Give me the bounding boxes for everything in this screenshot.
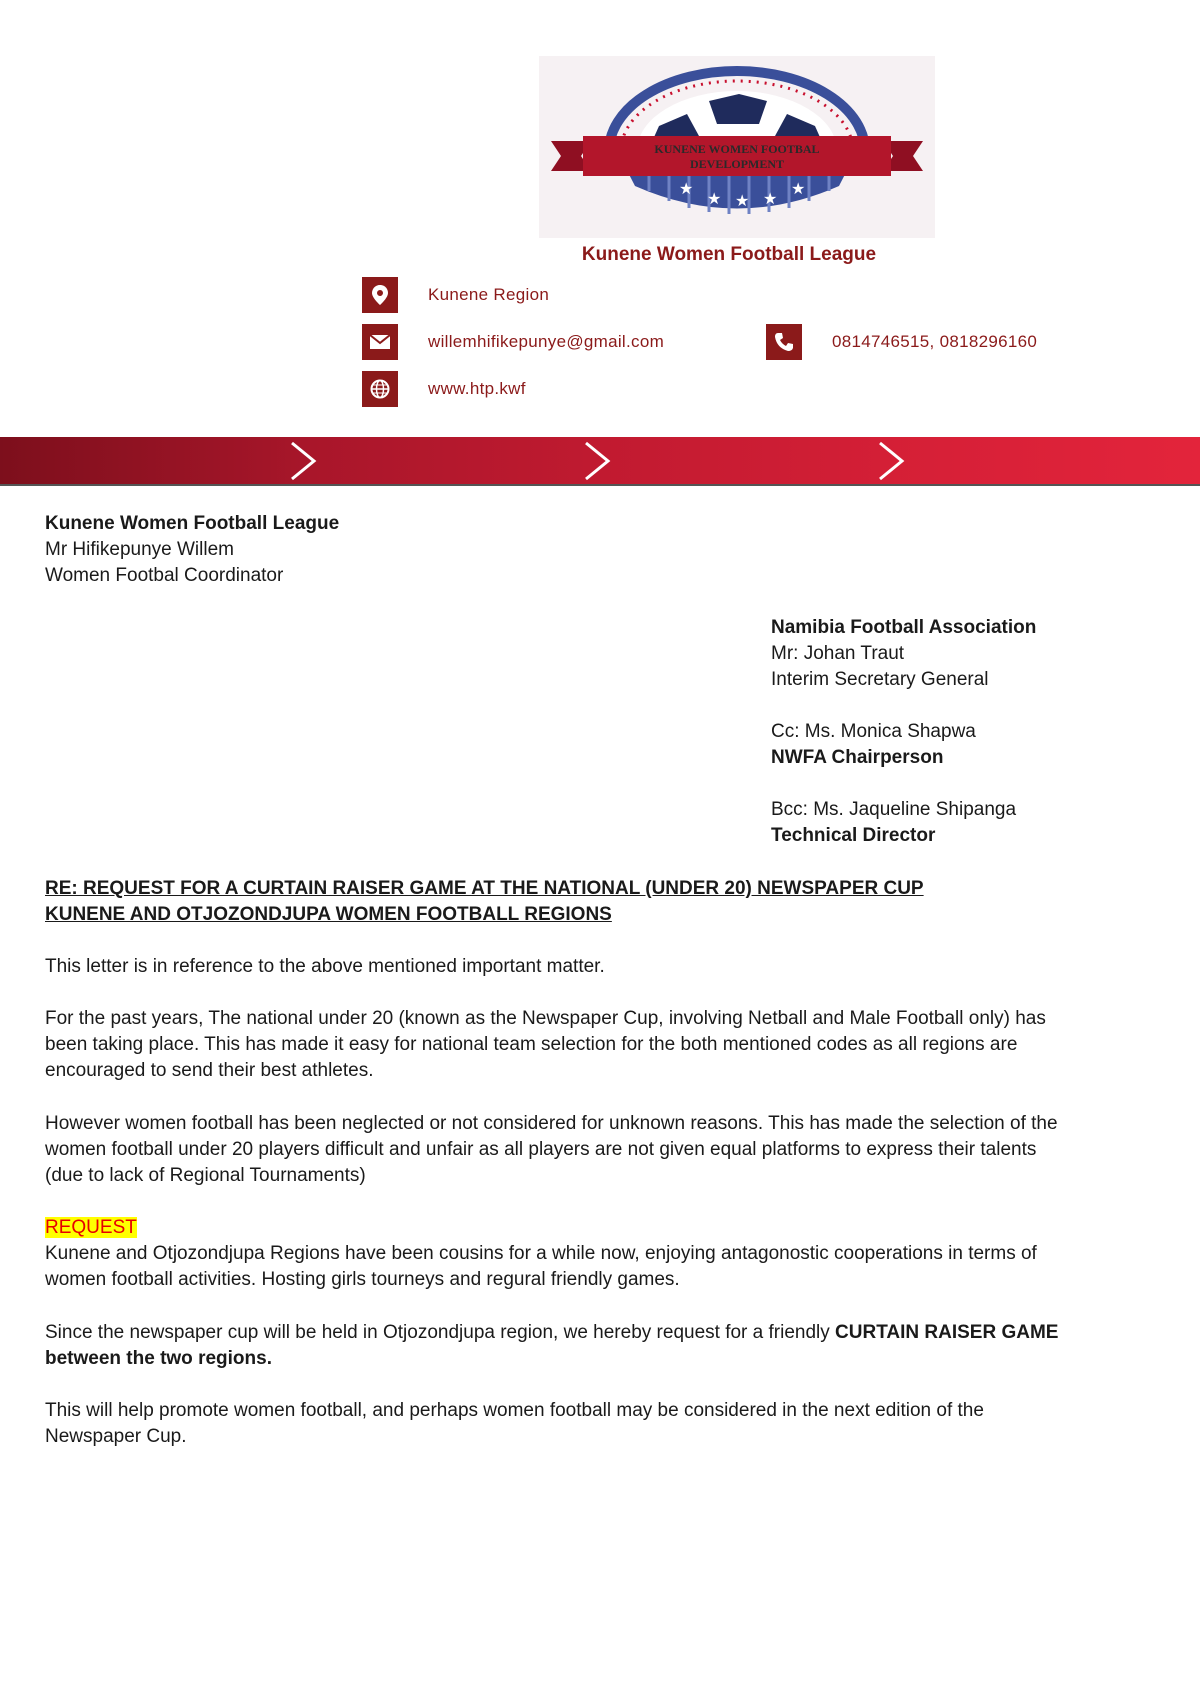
envelope-icon [362,324,398,360]
svg-text:★: ★ [763,189,778,208]
banner-divider [0,484,1200,486]
website-contact [362,371,526,407]
body-paragraph-4: Kunene and Otjozondjupa Regions have been cousins for a while now, enjoying antagonostic cooperations in terms of women football activities. Hosting girls tourneys and regural friendly games. [45,1243,1037,1290]
bcc-name: Bcc: Ms. Jaqueline Shipanga [771,799,1017,820]
bcc-title: Technical Director [771,825,936,846]
body-paragraph-2: For the past years, The national under 20 (known as the Newspaper Cup, involving Netball and Male Football only) has been taking place. This has made it easy for national team selection for the both mentioned codes as all regions are encouraged to send their best athletes. [45,1008,1046,1081]
svg-text:★: ★ [679,179,694,198]
subject-line-2: KUNENE AND OTJOZONDJUPA WOMEN FOOTBALL REGIONS [45,904,612,925]
logo-line1: KUNENE WOMEN FOOTBAL [654,142,820,156]
globe-icon [362,371,398,407]
body-paragraph-5 [45,1320,1065,1372]
subject-line-1: RE: REQUEST FOR A CURTAIN RAISER GAME AT THE NATIONAL (UNDER 20) NEWSPAPER CUP [45,878,924,899]
location-text: Kunene Region [428,285,550,304]
body-paragraph-6: This will help promote women football, and perhaps women football may be considered in the next edition of the Newspaper Cup. [45,1400,984,1447]
header-banner [0,437,1200,485]
phone-icon [766,324,802,360]
recipient-block [771,615,1151,849]
recipient-name: Mr: Johan Traut [771,643,905,664]
location-pin-icon [362,277,398,313]
svg-text:★: ★ [791,179,806,198]
body-paragraph-1: This letter is in reference to the above mentioned important matter. [45,956,605,977]
league-logo [539,56,935,238]
sender-name: Mr Hifikepunye Willem [45,539,234,560]
sender-title: Women Footbal Coordinator [45,565,284,586]
curtain-raiser-emphasis: CURTAIN RAISER GAME between the two regions. [45,1322,1059,1369]
cc-title: NWFA Chairperson [771,747,944,768]
recipient-title: Interim Secretary General [771,669,989,690]
recipient-org: Namibia Football Association [771,617,1037,638]
svg-text:★: ★ [735,191,750,210]
svg-text:★: ★ [707,189,722,208]
sender-block [45,511,1065,589]
request-section [45,1215,1065,1293]
cc-name: Cc: Ms. Monica Shapwa [771,721,976,742]
request-label: REQUEST [45,1217,137,1238]
email-link[interactable]: willemhifikepunye@gmail.com [428,332,665,351]
body-paragraph-3: However women football has been neglected or not considered for unknown reasons. This has made the selection of the women football under 20 players difficult and unfair as all players are not given equal platforms to express their talents (due to lack of Regional Tournaments) [45,1113,1058,1186]
paragraph-5-text: Since the newspaper cup will be held in Otjozondjupa region, we hereby request for a friendly [45,1322,836,1343]
email-contact [362,324,664,360]
website-link[interactable]: www.htp.kwf [428,379,526,398]
sender-org: Kunene Women Football League [45,513,340,534]
logo-line2: DEVELOPMENT [689,157,785,171]
phone-text: 0814746515, 0818296160 [832,332,1038,351]
subject-block [45,876,1065,928]
phone-contact [766,324,1037,360]
league-title: Kunene Women Football League [581,244,877,265]
location-contact [362,277,549,313]
